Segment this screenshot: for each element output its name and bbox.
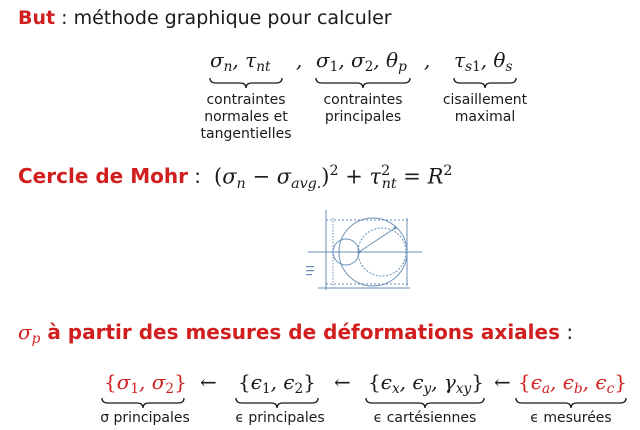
but-line bbox=[18, 7, 392, 29]
chain-caption: ϵ mesurées bbox=[530, 410, 612, 426]
chain-caption: ϵ cartésiennes bbox=[373, 410, 477, 426]
chain-epsilon-measured-math: {$\epsilon_a$, $\epsilon_b$, $\epsilon_c$} bbox=[518, 370, 627, 398]
separator-comma: , bbox=[296, 48, 303, 72]
but-label: But bbox=[18, 7, 56, 29]
caption-line: normales et bbox=[204, 109, 288, 125]
caption-line: maximal bbox=[454, 109, 516, 125]
tick-mark bbox=[306, 274, 312, 275]
radius-line bbox=[359, 228, 395, 252]
center-point bbox=[358, 251, 361, 254]
caption-line: contraintes bbox=[206, 92, 286, 108]
chain-epsilon-principal-math: {$\epsilon_1$, $\epsilon_2$} bbox=[238, 370, 316, 398]
mohr-colon: : bbox=[187, 164, 202, 188]
caption-line: cisaillement bbox=[442, 92, 528, 108]
sigma-p-symbol: $\sigma_p$ bbox=[18, 320, 41, 348]
strain-heading: à partir des mesures de déformations axiales bbox=[40, 320, 560, 344]
strain-line bbox=[18, 320, 573, 347]
group-principal-math: $\sigma_1$, $\sigma_2$, $\theta_p$ bbox=[316, 48, 407, 76]
chain-caption: σ principales bbox=[100, 410, 190, 426]
stress-point bbox=[394, 227, 397, 230]
chain-caption: ϵ principales bbox=[235, 410, 325, 426]
left-arrow-icon: ← bbox=[334, 370, 351, 394]
underbrace-icon bbox=[208, 76, 284, 90]
group-shear-math: $\tau_{s1}$, $\theta_s$ bbox=[454, 48, 513, 76]
mohr-circle-figure bbox=[300, 206, 428, 294]
caption-line: tangentielles bbox=[200, 126, 292, 142]
underbrace-icon bbox=[452, 76, 518, 90]
group-stresses-math: $\sigma_n$, $\tau_{nt}$ bbox=[210, 48, 271, 76]
but-text: : méthode graphique pour calculer bbox=[55, 7, 392, 29]
chain-sigma-principal-math: {$\sigma_1$, $\sigma_2$} bbox=[104, 370, 187, 398]
tick-mark bbox=[306, 270, 314, 271]
group-stresses-caption bbox=[186, 92, 306, 143]
underbrace-icon bbox=[514, 396, 628, 410]
tick-mark bbox=[306, 266, 314, 267]
chain-epsilon-cartesian-math: {$\epsilon_x$, $\epsilon_y$, $\gamma_{xy}$} bbox=[368, 370, 484, 398]
caption-line: contraintes bbox=[323, 92, 403, 108]
underbrace-icon bbox=[100, 396, 186, 410]
mohr-label: Cercle de Mohr bbox=[18, 164, 188, 188]
strain-colon: : bbox=[560, 320, 574, 344]
separator-comma: , bbox=[424, 48, 431, 72]
mohr-line bbox=[18, 164, 201, 188]
underbrace-icon bbox=[364, 396, 486, 410]
group-principal-caption bbox=[306, 92, 420, 126]
mohr-equation: $(\sigma_n - \sigma_{avg.})^2 + \tau^2_{nt} = R^2$ bbox=[214, 163, 453, 192]
left-arrow-icon: ← bbox=[200, 370, 217, 394]
group-shear-caption bbox=[430, 92, 540, 126]
underbrace-icon bbox=[234, 396, 320, 410]
caption-line: principales bbox=[324, 109, 402, 125]
underbrace-icon bbox=[314, 76, 412, 90]
left-arrow-icon: ← bbox=[494, 370, 511, 394]
